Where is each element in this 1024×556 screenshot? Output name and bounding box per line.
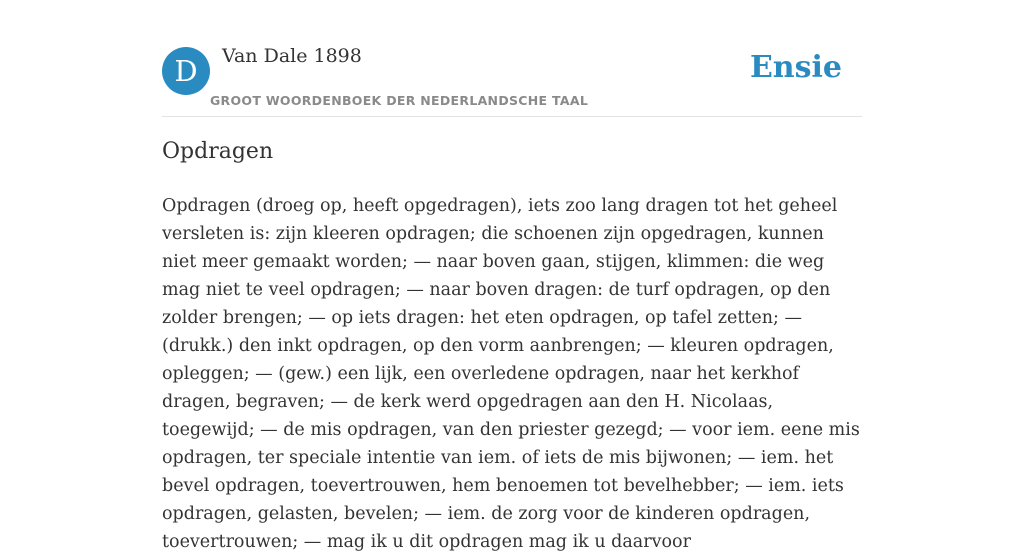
dictionary-avatar[interactable]: D	[162, 47, 210, 95]
entry-headword: Opdragen	[162, 139, 274, 164]
dictionary-name[interactable]: Van Dale 1898	[222, 45, 362, 67]
dictionary-header	[162, 0, 862, 117]
dictionary-subtitle: GROOT WOORDENBOEK DER NEDERLANDSCHE TAAL	[210, 93, 589, 108]
ensie-logo-link[interactable]: Ensie	[749, 50, 842, 85]
entry-definition: Opdragen (droeg op, heeft opgedragen), iets zoo lang dragen tot het geheel versleten is: zijn kleeren opdragen; die schoenen zijn opgedragen, kunnen niet meer gemaakt worden; — naar boven gaan, stijgen, klimmen: die weg mag niet te veel opdragen; — naar boven dragen: de turf opdragen, op den zolder brengen; — op iets dragen: het eten opdragen, op tafel zetten; — (drukk.) den inkt opdragen, op den vorm aanbrengen; — kleuren opdragen, opleggen; — (gew.) een lijk, een overledene opdragen, naar het kerkhof dragen, begraven; — de kerk werd opgedragen aan den H. Nicolaas, toegewijd; — de mis opdragen, van den priester gezegd; — voor iem. eene mis opdragen, ter speciale intentie van iem. of iets de mis bijwonen; — iem. het bevel opdragen, toevertrouwen, hem benoemen tot bevelhebber; — iem. iets opdragen, gelasten, bevelen; — iem. de zorg voor de kinderen opdragen, toevertrouwen; — mag ik u dit opdragen mag ik u daarvoor	[162, 196, 860, 552]
